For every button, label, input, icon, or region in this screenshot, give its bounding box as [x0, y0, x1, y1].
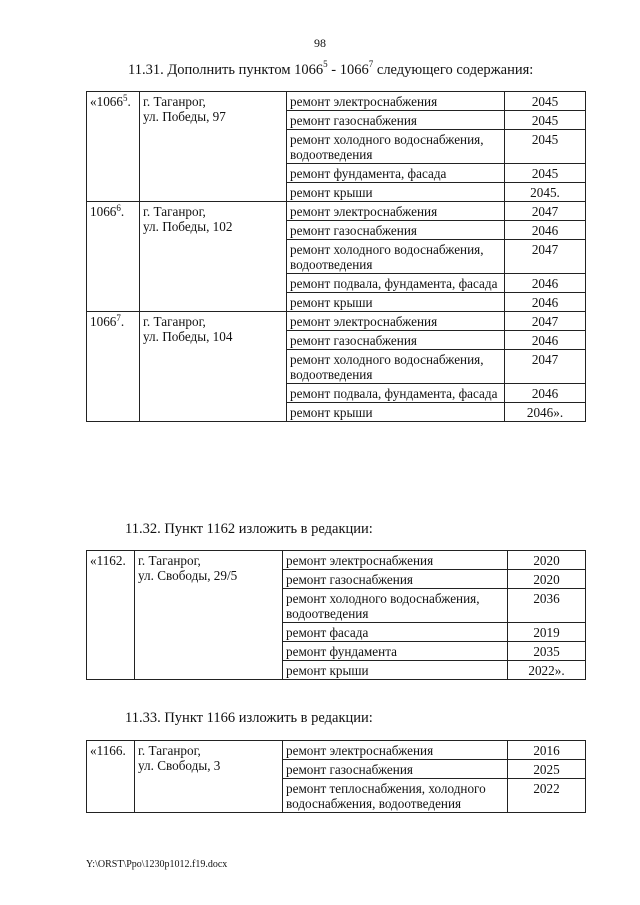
year-cell: 2020 — [508, 570, 586, 589]
address-line: г. Таганрог, — [143, 94, 206, 109]
work-type-cell: ремонт крыши — [283, 661, 508, 680]
year-cell: 2025 — [508, 760, 586, 779]
address-line: ул. Свободы, 3 — [138, 758, 221, 773]
work-type-cell: ремонт крыши — [287, 183, 505, 202]
section-heading-11-32: 11.32. Пункт 1162 изложить в редакции: — [125, 521, 373, 537]
year-cell: 2047 — [505, 240, 586, 274]
year-cell: 2019 — [508, 623, 586, 642]
works-table-11-32 — [86, 550, 586, 680]
year-cell: 2020 — [508, 551, 586, 570]
year-cell: 2047 — [505, 312, 586, 331]
year-cell: 2045 — [505, 164, 586, 183]
year-cell: 2046 — [505, 274, 586, 293]
work-type-cell: ремонт крыши — [287, 403, 505, 422]
work-type-cell: ремонт теплоснабжения, холодного водоснабжения, водоотведения — [283, 779, 508, 813]
year-cell: 2046 — [505, 331, 586, 350]
file-path-footer: Y:\ORST\Ppo\1230p1012.f19.docx — [86, 859, 228, 870]
item-number — [87, 202, 140, 312]
year-cell: 2022». — [508, 661, 586, 680]
item-number-text: 1066 — [90, 204, 117, 219]
item-number-text: «1066 — [90, 94, 123, 109]
work-type-cell: ремонт фасада — [283, 623, 508, 642]
item-number-suffix: . — [120, 204, 125, 219]
address-line: г. Таганрог, — [138, 743, 201, 758]
work-type-cell: ремонт газоснабжения — [283, 760, 508, 779]
table-row — [87, 741, 586, 760]
works-table-11-31 — [86, 91, 586, 422]
table-row — [87, 92, 586, 111]
work-type-cell: ремонт электроснабжения — [287, 92, 505, 111]
work-type-cell: ремонт фундамента, фасада — [287, 164, 505, 183]
year-cell: 2046 — [505, 384, 586, 403]
year-cell: 2047 — [505, 202, 586, 221]
year-cell: 2046 — [505, 293, 586, 312]
address-cell — [140, 202, 287, 312]
item-number-text: 1066 — [90, 314, 117, 329]
table-row — [87, 202, 586, 221]
work-type-cell: ремонт газоснабжения — [283, 570, 508, 589]
address-line: г. Таганрог, — [143, 314, 206, 329]
year-cell: 2046 — [505, 221, 586, 240]
item-number-superscript: 6 — [116, 203, 121, 213]
item-number-superscript: 5 — [122, 93, 128, 103]
address-cell — [135, 551, 283, 680]
address-line: ул. Победы, 102 — [143, 219, 233, 234]
item-number-suffix: . — [120, 314, 125, 329]
year-cell: 2022 — [508, 779, 586, 813]
item-number-suffix: . — [127, 94, 131, 109]
work-type-cell: ремонт электроснабжения — [283, 551, 508, 570]
work-type-cell: ремонт фундамента — [283, 642, 508, 661]
work-type-cell: ремонт холодного водоснабжения, водоотведения — [287, 240, 505, 274]
year-cell: 2047 — [505, 350, 586, 384]
address-line: г. Таганрог, — [138, 553, 201, 568]
work-type-cell: ремонт холодного водоснабжения, водоотведения — [287, 130, 505, 164]
year-cell: 2016 — [508, 741, 586, 760]
section-heading-11-31: 11.31. Дополнить пунктом 1066$^5$ - 1066$^7$ следующего содержания: — [128, 59, 534, 78]
works-table-11-33 — [86, 740, 586, 813]
address-cell — [135, 741, 283, 813]
table-row — [87, 551, 586, 570]
work-type-cell: ремонт подвала, фундамента, фасада — [287, 274, 505, 293]
address-cell — [140, 312, 287, 422]
item-number-superscript: 7 — [116, 313, 121, 323]
work-type-cell: ремонт крыши — [287, 293, 505, 312]
address-line: ул. Победы, 97 — [143, 109, 226, 124]
table-row — [87, 312, 586, 331]
year-cell: 2045 — [505, 92, 586, 111]
work-type-cell: ремонт холодного водоснабжения, водоотведения — [287, 350, 505, 384]
work-type-cell: ремонт электроснабжения — [287, 202, 505, 221]
address-cell — [140, 92, 287, 202]
year-cell: 2045 — [505, 130, 586, 164]
section-heading-11-33: 11.33. Пункт 1166 изложить в редакции: — [125, 710, 373, 726]
item-number: «1162. — [87, 551, 135, 680]
item-number — [87, 312, 140, 422]
work-type-cell: ремонт газоснабжения — [287, 221, 505, 240]
work-type-cell: ремонт газоснабжения — [287, 111, 505, 130]
work-type-cell: ремонт электроснабжения — [287, 312, 505, 331]
work-type-cell: ремонт электроснабжения — [283, 741, 508, 760]
address-line: ул. Свободы, 29/5 — [138, 568, 238, 583]
year-cell: 2035 — [508, 642, 586, 661]
work-type-cell: ремонт газоснабжения — [287, 331, 505, 350]
item-number — [87, 92, 140, 202]
page-number: 98 — [314, 36, 326, 50]
year-cell: 2046». — [505, 403, 586, 422]
address-line: г. Таганрог, — [143, 204, 206, 219]
address-line: ул. Победы, 104 — [143, 329, 233, 344]
work-type-cell: ремонт подвала, фундамента, фасада — [287, 384, 505, 403]
work-type-cell: ремонт холодного водоснабжения, водоотведения — [283, 589, 508, 623]
year-cell: 2036 — [508, 589, 586, 623]
year-cell: 2045. — [505, 183, 586, 202]
year-cell: 2045 — [505, 111, 586, 130]
item-number: «1166. — [87, 741, 135, 813]
